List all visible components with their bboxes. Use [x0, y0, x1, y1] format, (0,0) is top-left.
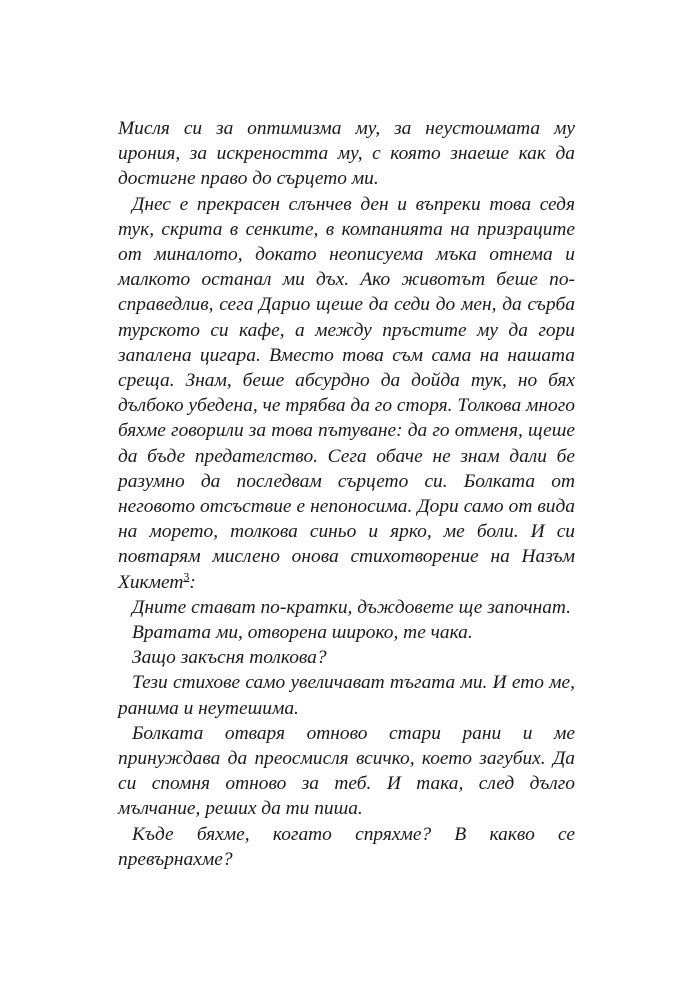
- paragraph-1: Мисля си за оптимизма му, за неустоимата му ирония, за искреността му, с която знаеше как да достигне право до сърцето ми.: [118, 118, 575, 190]
- paragraph-5: Къде бяхме, когато спряхме? В какво се превърнахме?: [118, 823, 575, 870]
- poem-line-3: Защо закъсня толкова?: [132, 647, 327, 669]
- footnote-reference[interactable]: 3: [183, 569, 190, 584]
- poem-line-2: Вратата ми, отворена широко, те чака.: [132, 622, 473, 644]
- paragraph-2: [118, 192, 575, 595]
- paragraph-4: Болката отваря отново стари рани и ме принуждава да преосмисля всичко, което загубих. Да си спомня отново за теб. И така, след дълго мълчание, реших да ти пиша.: [118, 722, 575, 820]
- body-text: [118, 116, 575, 872]
- paragraph-3: Тези стихове само увеличават тъгата ми. И ето ме, ранима и неутешима.: [118, 672, 575, 719]
- paragraph-2-text: Днес е прекрасен слънчев ден и въпреки това седя тук, скрита в сенките, в компанията на призраците от миналото, докато неописуема мъка отнема и малкото останал ми дъх. Ако животът беше по-справедлив, сега Дарио щеше да седи до мен, да сърба турското си кафе, а между пръстите му да гори запалена цигара. Вместо това съм сама на нашата среща. Знам, беше абсурдно да дойда тук, но бях дълбоко убедена, че трябва да го сторя. Толкова много бяхме говорили за това пътуване: да го отменя, щеше да бъде предателство. Сега обаче не знам дали бе разумно да последвам сърцето си. Болката от неговото отсъствие е непоносима. Дори само от вида на морето, толкова синьо и ярко, ме боли. И си повтарям мислено онова стихотворение на Назъм Хикмет: [118, 193, 575, 593]
- poem-line-1: Дните стават по-кратки, дъждовете ще започнат.: [132, 596, 572, 618]
- paragraph-2-colon: :: [189, 571, 196, 593]
